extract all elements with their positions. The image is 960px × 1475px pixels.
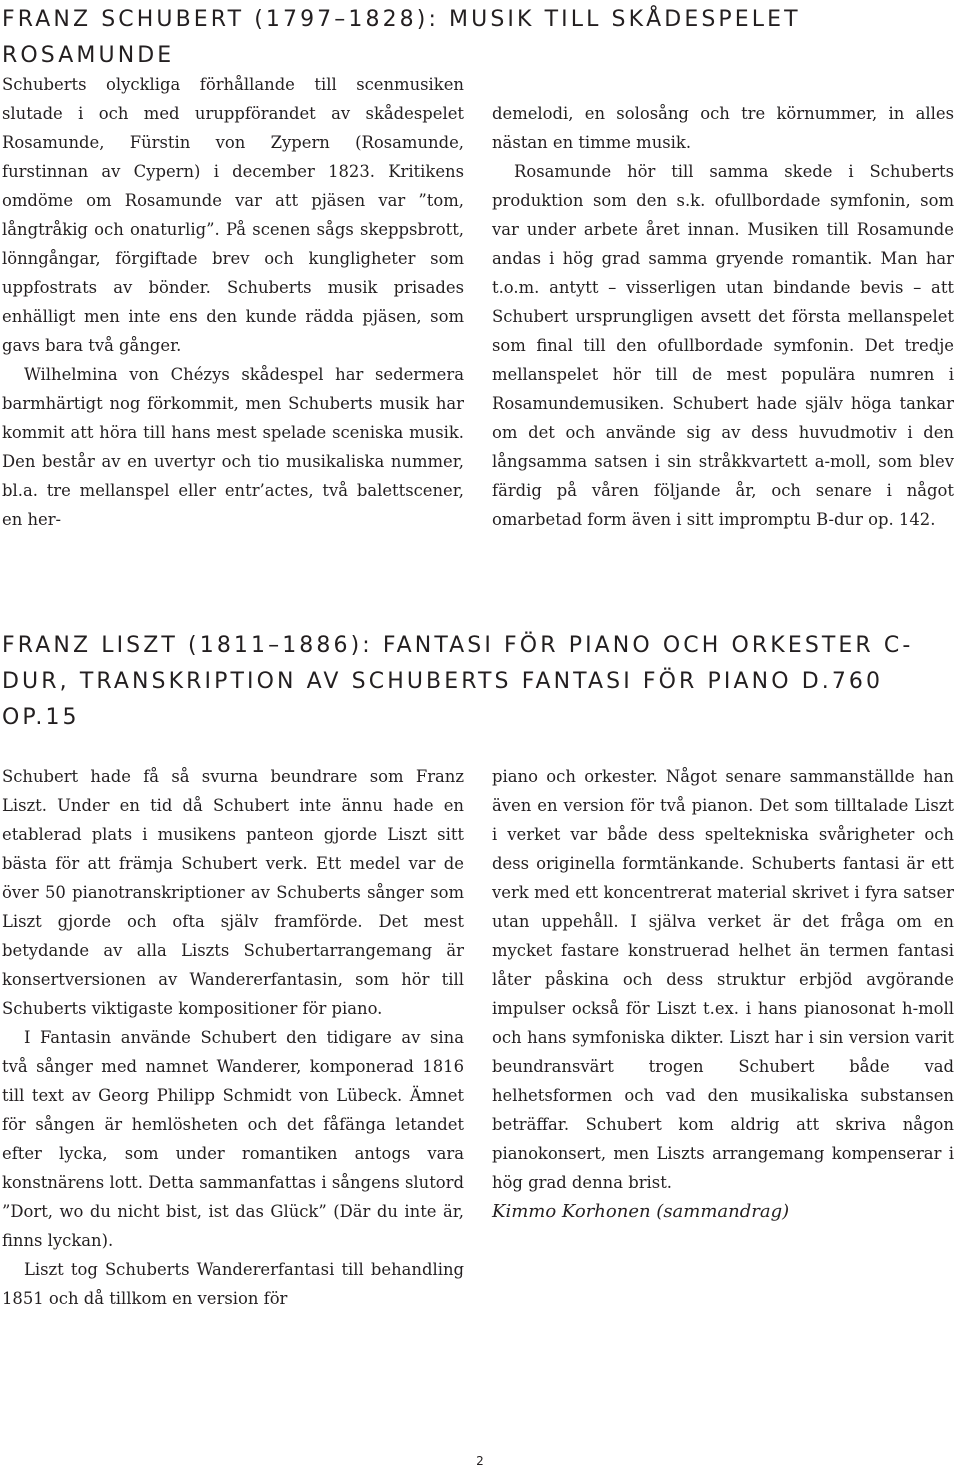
liszt-paragraph-4: piano och orkester. Något senare sammanställde han även en version för två pianon. Det som tilltalade Liszt i verket var både dess speltekniska svårigheter och dess originella formtänkande. Schuberts fantasi är ett verk med ett koncentrerat material skrivet i fyra satser utan uppehåll. I själva verket är det fråga om en mycket fastare konstruerad helhet än termen fantasi låter påskina och dess struktur erbjöd avgörande impulser också för Liszt t.ex. i hans pianosonat h-moll och hans symfoniska dikter. Liszt har i sin version varit beundransvärt trogen Schubert både vad helhetsformen och vad den musikaliska substansen beträffar. Schubert kom aldrig att skriva någon pianokonsert, men Liszts arrangemang kompenserar i hög grad denna brist. [492, 767, 954, 1192]
liszt-paragraph-1: Schubert hade få så svurna beundrare som Franz Liszt. Under en tid då Schubert inte ännu hade en etablerad plats i musikens panteon gjorde Liszt sitt bästa för att främja Schubert verk. Ett medel var de över 50 pianotranskriptioner av Schuberts sånger som Liszt gjorde och ofta själv framförde. Det mest betydande av alla Liszts Schubertarrangemang är konsertversionen av Wandererfantasin, som hör till Schuberts viktigaste kompositioner för piano. [2, 767, 464, 1018]
section-heading-liszt: FRANZ LISZT (1811–1886): FANTASI FÖR PIANO OCH ORKESTER C-DUR, TRANSKRIPTION AV SCHUBERTS FANTASI FÖR PIANO D.760 OP.15 [2, 633, 914, 730]
section-heading-schubert: FRANZ SCHUBERT (1797–1828): MUSIK TILL SKÅDESPELET ROSAMUNDE [2, 7, 801, 68]
schubert-paragraph-1: Schuberts olyckliga förhållande till scenmusiken slutade i och med uruppförandet av skådespelet Rosamunde, Fürstin von Zypern (Rosamunde, furstinnan av Cypern) i december 1823. Kritikens omdöme om Rosamunde var att pjäsen var ”tom, långtråkig och onaturlig”. På scenen sågs skeppsbrott, lönngångar, förgiftade brev och kungligheter som uppfostrats av bönder. Schuberts musik prisades enhälligt men inte ens den kunde rädda pjäsen, som gavs bara två gånger. [2, 75, 464, 355]
liszt-column-right [492, 762, 954, 1226]
page-number: 2 [476, 1454, 484, 1468]
schubert-paragraph-3: demelodi, en solosång och tre körnummer, in alles nästan en timme musik. [492, 104, 954, 152]
schubert-paragraph-4: Rosamunde hör till samma skede i Schuberts produktion som den s.k. ofullbordade symfonin, som var under arbete året innan. Musiken till Rosamunde andas i hög grad samma gryende romantik. Man har t.o.m. antytt – visserligen utan bindande bevis – att Schubert ursprungligen avsett det första mellanspelet som final till den ofullbordade symfonin. Det tredje mellanspelet hör till de mest populära numren i Rosamundemusiken. Schubert hade själv höga tankar om det och använde sig av dess huvudmotiv i den långsamma satsen i sin stråkkvartett a-moll, som blev färdig på våren följande år, och senare i något omarbetad form även i sitt impromptu B-dur op. 142. [492, 162, 954, 529]
liszt-column-left [2, 762, 464, 1313]
schubert-column-left [2, 70, 464, 534]
schubert-column-right [492, 99, 954, 534]
schubert-paragraph-2: Wilhelmina von Chézys skådespel har sedermera barmhärtigt nog förkommit, men Schuberts musik har kommit att höra till hans mest spelade sceniska musik. Den består av en uvertyr och tio musikaliska nummer, bl.a. tre mellanspel eller entr’actes, två balettscener, en her- [2, 365, 464, 529]
author-signature: Kimmo Korhonen (sammandrag) [492, 1201, 790, 1222]
liszt-paragraph-3: Liszt tog Schuberts Wandererfantasi till behandling 1851 och då tillkom en version för [2, 1260, 464, 1308]
liszt-paragraph-2: I Fantasin använde Schubert den tidigare av sina två sånger med namnet Wanderer, komponerad 1816 till text av Georg Philipp Schmidt von Lübeck. Ämnet för sången är hemlösheten och det fåfänga letandet efter lycka, som under romantiken antogs vara konstnärens lott. Detta sammanfattas i sångens slutord ”Dort, wo du nicht bist, ist das Glück” (Där du inte är, finns lyckan). [2, 1028, 464, 1250]
